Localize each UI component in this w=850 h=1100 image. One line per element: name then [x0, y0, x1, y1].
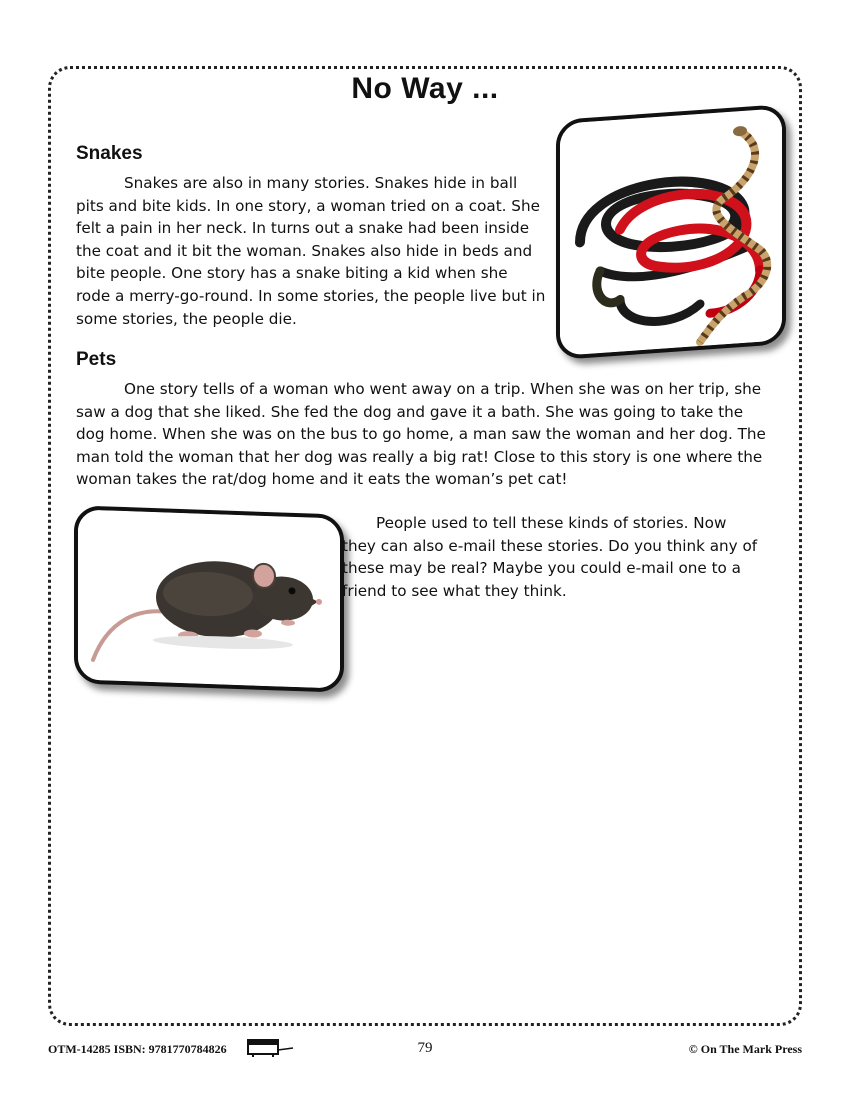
- rubber-snakes-image: [560, 108, 782, 356]
- footer-publisher: © On The Mark Press: [688, 1042, 802, 1056]
- page-number: 79: [417, 1040, 433, 1056]
- snakes-photo: [556, 104, 786, 360]
- closing-paragraph: People used to tell these kinds of stories. Now they can also e-mail these stories. Do you think any of these may be real? Maybe you could e-mail one to a friend to see what they think.: [342, 514, 758, 600]
- page-title: No Way ...: [351, 72, 499, 105]
- pets-heading: Pets: [76, 349, 117, 370]
- rat-photo: [74, 505, 344, 692]
- snakes-paragraph: Snakes are also in many stories. Snakes hide in ball pits and bite kids. In one story, a woman tried on a coat. She felt a pain in her neck. In turns out a snake had been inside the coat and it bit the woman. Snakes also hide in beds and bite people. One story has a snake biting a kid when she rode a merry-go-round. In some stories, the people live but in some stories, the people die.: [76, 174, 546, 328]
- pets-paragraph: One story tells of a woman who went away on a trip. When she was on her trip, she saw a dog that she liked. She fed the dog and gave it a bath. She was going to take the dog home. When she was on the bus to go home, a man saw the woman and her dog. The man told the woman that her dog was really a big rat! Close to this story is one where the woman takes the rat/dog home and it eats the woman’s pet cat!: [76, 380, 766, 489]
- footer-isbn: OTM-14285 ISBN: 9781770784826: [48, 1042, 227, 1056]
- rat-image: [78, 509, 340, 688]
- snakes-heading: Snakes: [76, 143, 143, 164]
